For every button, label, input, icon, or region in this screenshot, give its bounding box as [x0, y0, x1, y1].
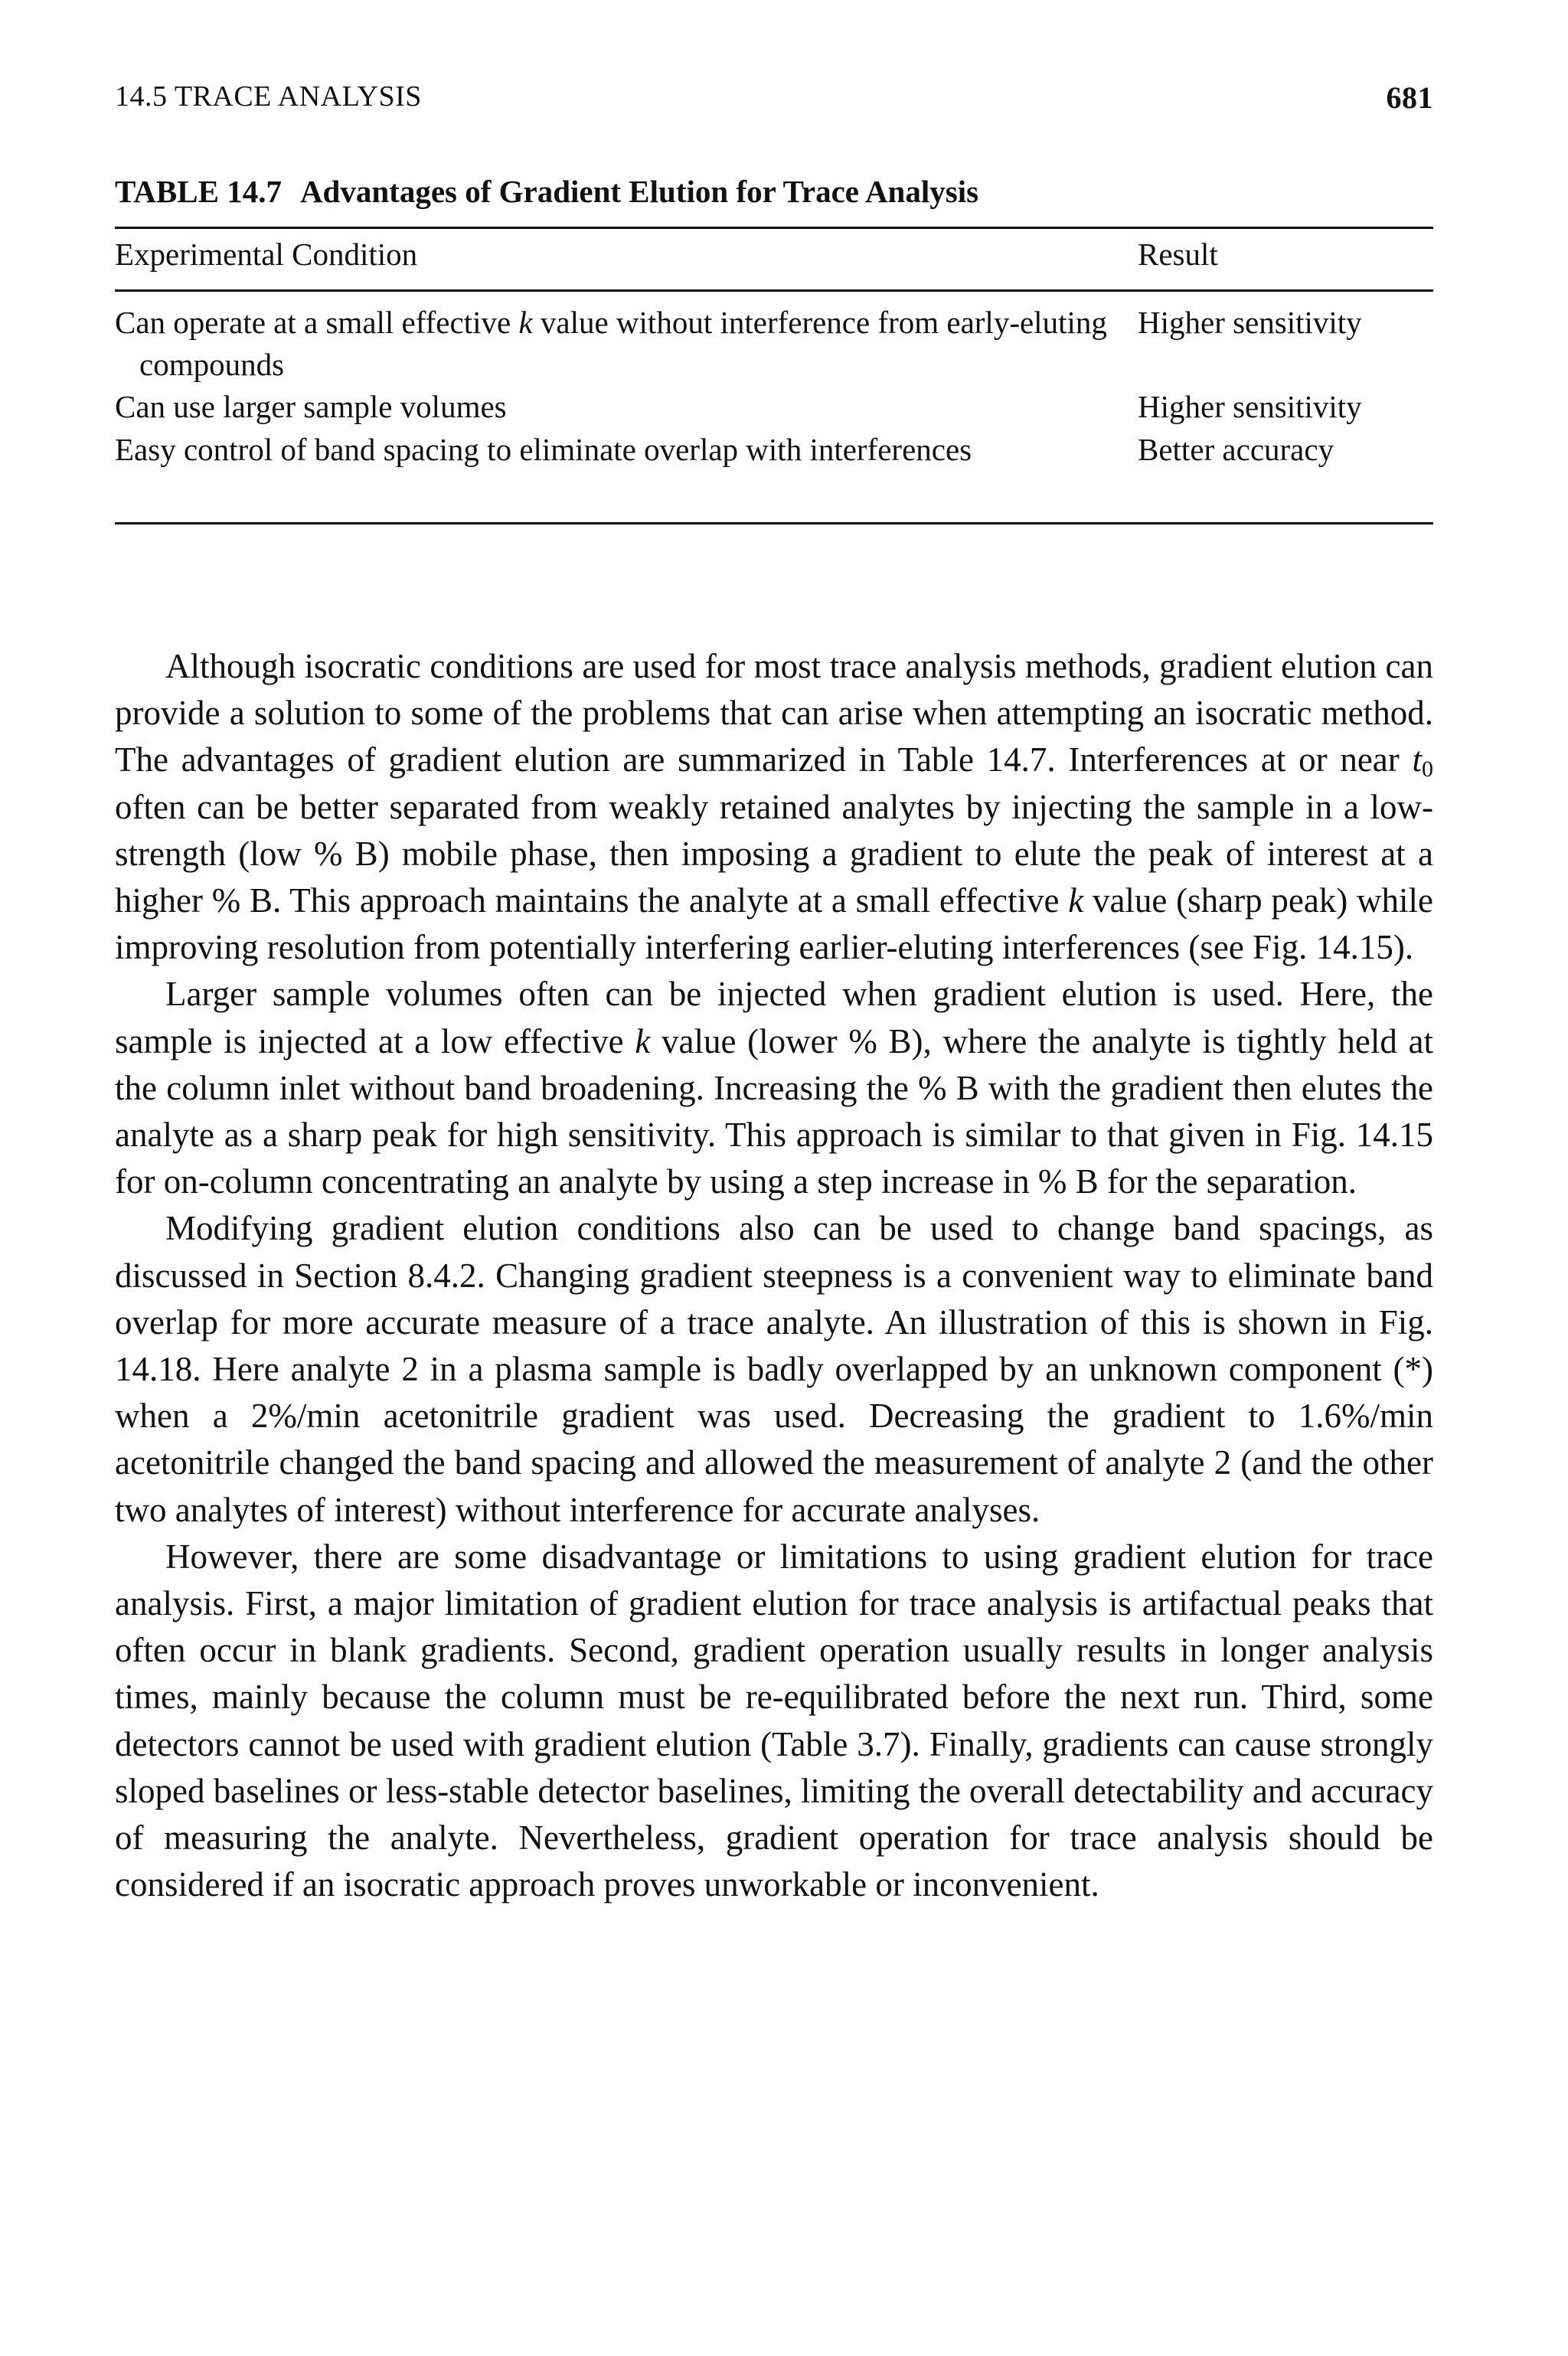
condition-text: Can operate at a small effective: [115, 305, 519, 340]
column-header-result: Result: [1138, 237, 1218, 272]
table-title: Advantages of Gradient Elution for Trace Analysis: [299, 174, 979, 209]
result-cell: Better accuracy: [1138, 432, 1334, 467]
table-header-rule: [115, 289, 1433, 292]
paragraph-4: However, there are some disadvantage or limitations to using gradient elution for trace analysis. First, a major limitation of gradient elution for trace analysis is artifactual peaks that often occur in blank gradients. Second, gradient operation usually results in longer analysis times, mainly because the column must be re-equilibrated before the next run. Third, some detectors cannot be used with gradient elution (Table 3.7). Finally, gradients can cause strongly sloped baselines or less-stable detector baselines, limiting the overall detectability and accuracy of measuring the analyte. Nevertheless, gradient operation for trace analysis should be considered if an isocratic approach proves unworkable or inconvenient.: [115, 1537, 1433, 1904]
paragraph-1: [115, 643, 1433, 971]
table-number: TABLE 14.7: [115, 174, 282, 209]
subscript-zero: 0: [1422, 756, 1433, 783]
paragraph-2: [115, 971, 1433, 1205]
text-run: value (lower % B), where the analyte is tightly held at the column inlet without band broadening. Increasing the % B with the gradient then elutes the analyte as a sharp peak for high sensitivity. This approach is similar to that given in Fig. 14.15 for on-column concentrating an analyte by using a step increase in % B for the separation.: [115, 1021, 1433, 1201]
running-head: [115, 80, 1433, 119]
text-run: Although isocratic conditions are used for most trace analysis methods, gradient elution can provide a solution to some of the problems that can arise when attempting an isocratic method. The advantages of gradient elution are summarized in Table 14.7. Interferences at or near: [115, 647, 1433, 779]
text-run: often can be better separated from weakly retained analytes by injecting the sample in a low-strength (low % B) mobile phase, then imposing a gradient to elute the peak of interest at a higher % B. This approach maintains the analyte at a small effective: [115, 787, 1433, 920]
symbol-t: t: [1412, 740, 1422, 779]
condition-cell: Easy control of band spacing to eliminate overlap with interferences: [115, 432, 972, 467]
symbol-k: k: [635, 1021, 651, 1060]
table-bottom-rule: [115, 522, 1433, 524]
text-run: Larger sample volumes often can be injected when gradient elution is used. Here, the sample is injected at a low effective: [115, 975, 1433, 1060]
column-header-condition: Experimental Condition: [115, 237, 418, 272]
section-title: 14.5 TRACE ANALYSIS: [115, 80, 422, 113]
result-cell: Higher sensitivity: [1138, 389, 1362, 424]
condition-cell: [115, 302, 1127, 386]
result-cell: Higher sensitivity: [1138, 305, 1362, 340]
symbol-k: k: [1068, 881, 1084, 920]
table-caption: [115, 173, 1433, 210]
page-number: 681: [1386, 80, 1433, 115]
condition-text: value without interference from early-eluting compounds: [139, 305, 1107, 382]
condition-cell: Can use larger sample volumes: [115, 389, 507, 424]
text-run: value (sharp peak) while improving resolution from potentially interfering earlier-eluting interferences (see Fig. 14.15).: [115, 881, 1434, 967]
condition-symbol-k: k: [518, 305, 533, 340]
table-top-rule: [115, 227, 1433, 229]
book-page: [115, 0, 1433, 2356]
paragraph-3: Modifying gradient elution conditions also can be used to change band spacings, as discussed in Section 8.4.2. Changing gradient steepness is a convenient way to eliminate band overlap for more accurate measure of a trace analyte. An illustration of this is shown in Fig. 14.18. Here analyte 2 in a plasma sample is badly overlapped by an unknown component (*) when a 2%/min acetonitrile gradient was used. Decreasing the gradient to 1.6%/min acetonitrile changed the band spacing and allowed the measurement of analyte 2 (and the other two analytes of interest) without interference for accurate analyses.: [115, 1209, 1433, 1529]
body-text: [115, 643, 1433, 1908]
